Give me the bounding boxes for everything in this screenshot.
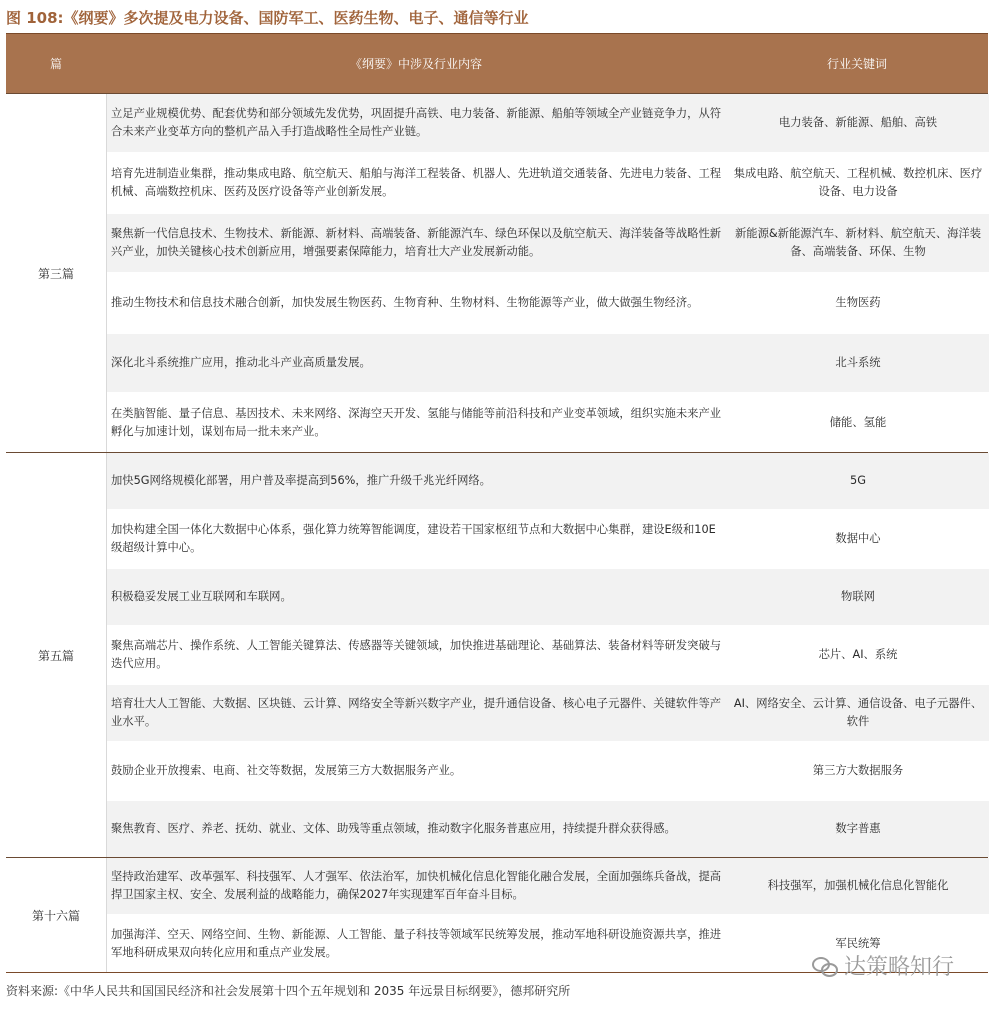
section-5 [6,452,988,857]
row-content: 加强海洋、空天、网络空间、生物、新能源、人工智能、量子科技等领域军民统筹发展，推动军地科研设施资源共享，推进军地科研成果双向转化应用和重点产业发展。 [111,928,722,959]
row-keywords: 电力装备、新能源、船舶、高铁 [778,116,938,129]
row-keywords: 5G [850,474,866,487]
table-row [107,685,989,743]
row-keywords: 科技强军，加强机械化信息化智能化 [767,879,949,892]
row-content: 聚焦教育、医疗、养老、抚幼、就业、文体、助残等重点领域，推动数字化服务普惠应用，持续提升群众获得感。 [111,822,676,835]
row-keywords: 新能源&新能源汽车、新材料、航空航天、海洋装备、高端装备、环保、生物 [734,227,982,258]
table-row [107,743,989,801]
row-content: 加快5G网络规模化部署，用户普及率提高到56%，推广升级千兆光纤网络。 [111,474,491,487]
row-keywords: AI、网络安全、云计算、通信设备、电子元器件、软件 [733,697,983,728]
row-content: 鼓励企业开放搜索、电商、社交等数据，发展第三方大数据服务产业。 [111,764,462,777]
row-keywords: 物联网 [841,590,875,603]
row-keywords: 数据中心 [835,532,881,545]
table-row [107,453,989,511]
section-label: 第三篇 [6,94,107,452]
figure-title: 图 108:《纲要》多次提及电力设备、国防军工、医药生物、电子、通信等行业 [6,9,529,27]
row-keywords: 北斗系统 [835,356,881,369]
table-row [107,801,989,857]
table-row [107,511,989,569]
row-keywords: 芯片、AI、系统 [818,648,898,661]
table-row [107,214,989,274]
header-keywords: 行业关键词 [826,57,887,71]
header-content: 《纲要》中涉及行业内容 [349,57,482,71]
section-label: 第十六篇 [6,858,107,972]
header-section: 篇 [49,57,62,71]
table-row [107,154,989,214]
row-content: 深化北斗系统推广应用，推动北斗产业高质量发展。 [111,356,371,369]
row-content: 加快构建全国一体化大数据中心体系，强化算力统筹智能调度，建设若干国家枢纽节点和大数据中心集群，建设E级和10E级超级计算中心。 [111,523,716,554]
table-row [107,274,989,334]
row-content: 积极稳妥发展工业互联网和车联网。 [111,590,292,603]
wechat-icon [812,955,838,977]
table-row [107,569,989,627]
table-row [107,858,989,916]
table-row [107,334,989,394]
row-keywords: 数字普惠 [835,822,881,835]
table-row [107,394,989,452]
section-3 [6,93,988,452]
row-content: 立足产业规模优势、配套优势和部分领域先发优势，巩固提升高铁、电力装备、新能源、船舶等领域全产业链竞争力，从符合未来产业变革方向的整机产品入手打造战略性全局性产业链。 [111,107,722,138]
row-keywords: 集成电路、航空航天、工程机械、数控机床、医疗设备、电力设备 [733,167,983,198]
watermark-text: 达策略知行 [844,955,955,980]
row-content: 培育壮大人工智能、大数据、区块链、云计算、网络安全等新兴数字产业，提升通信设备、核心电子元器件、关键软件等产业水平。 [111,697,722,728]
table-row [107,94,989,154]
row-content: 培育先进制造业集群，推动集成电路、航空航天、船舶与海洋工程装备、机器人、先进轨道交通装备、先进电力装备、工程机械、高端数控机床、医药及医疗设备等产业创新发展。 [111,167,722,198]
watermark [812,950,954,981]
row-content: 聚焦高端芯片、操作系统、人工智能关键算法、传感器等关键领域，加快推进基础理论、基础算法、装备材料等研发突破与迭代应用。 [111,639,722,670]
row-content: 聚焦新一代信息技术、生物技术、新能源、新材料、高端装备、新能源汽车、绿色环保以及航空航天、海洋装备等战略性新兴产业，加快关键核心技术创新应用，增强要素保障能力，培育壮大产业发展新动能。 [111,227,722,258]
row-keywords: 生物医药 [835,296,881,309]
row-keywords: 储能、氢能 [829,416,887,429]
row-content: 在类脑智能、量子信息、基因技术、未来网络、深海空天开发、氢能与储能等前沿科技和产业变革领域，组织实施未来产业孵化与加速计划，谋划布局一批未来产业。 [111,407,722,438]
source-note: 资料来源:《中华人民共和国国民经济和社会发展第十四个五年规划和 2035 年远景目标纲要》，德邦研究所 [6,984,571,998]
section-label: 第五篇 [6,453,107,857]
industry-table [6,33,988,973]
row-keywords: 军民统筹 [835,937,881,950]
table-header [6,34,988,93]
row-keywords: 第三方大数据服务 [812,764,904,777]
table-row [107,627,989,685]
row-content: 推动生物技术和信息技术融合创新，加快发展生物医药、生物育种、生物材料、生物能源等产业，做大做强生物经济。 [111,296,699,309]
row-content: 坚持政治建军、改革强军、科技强军、人才强军、依法治军，加快机械化信息化智能化融合发展，全面加强练兵备战，提高捍卫国家主权、安全、发展利益的战略能力，确保2027年实现建军百年奋斗目标。 [111,870,722,901]
